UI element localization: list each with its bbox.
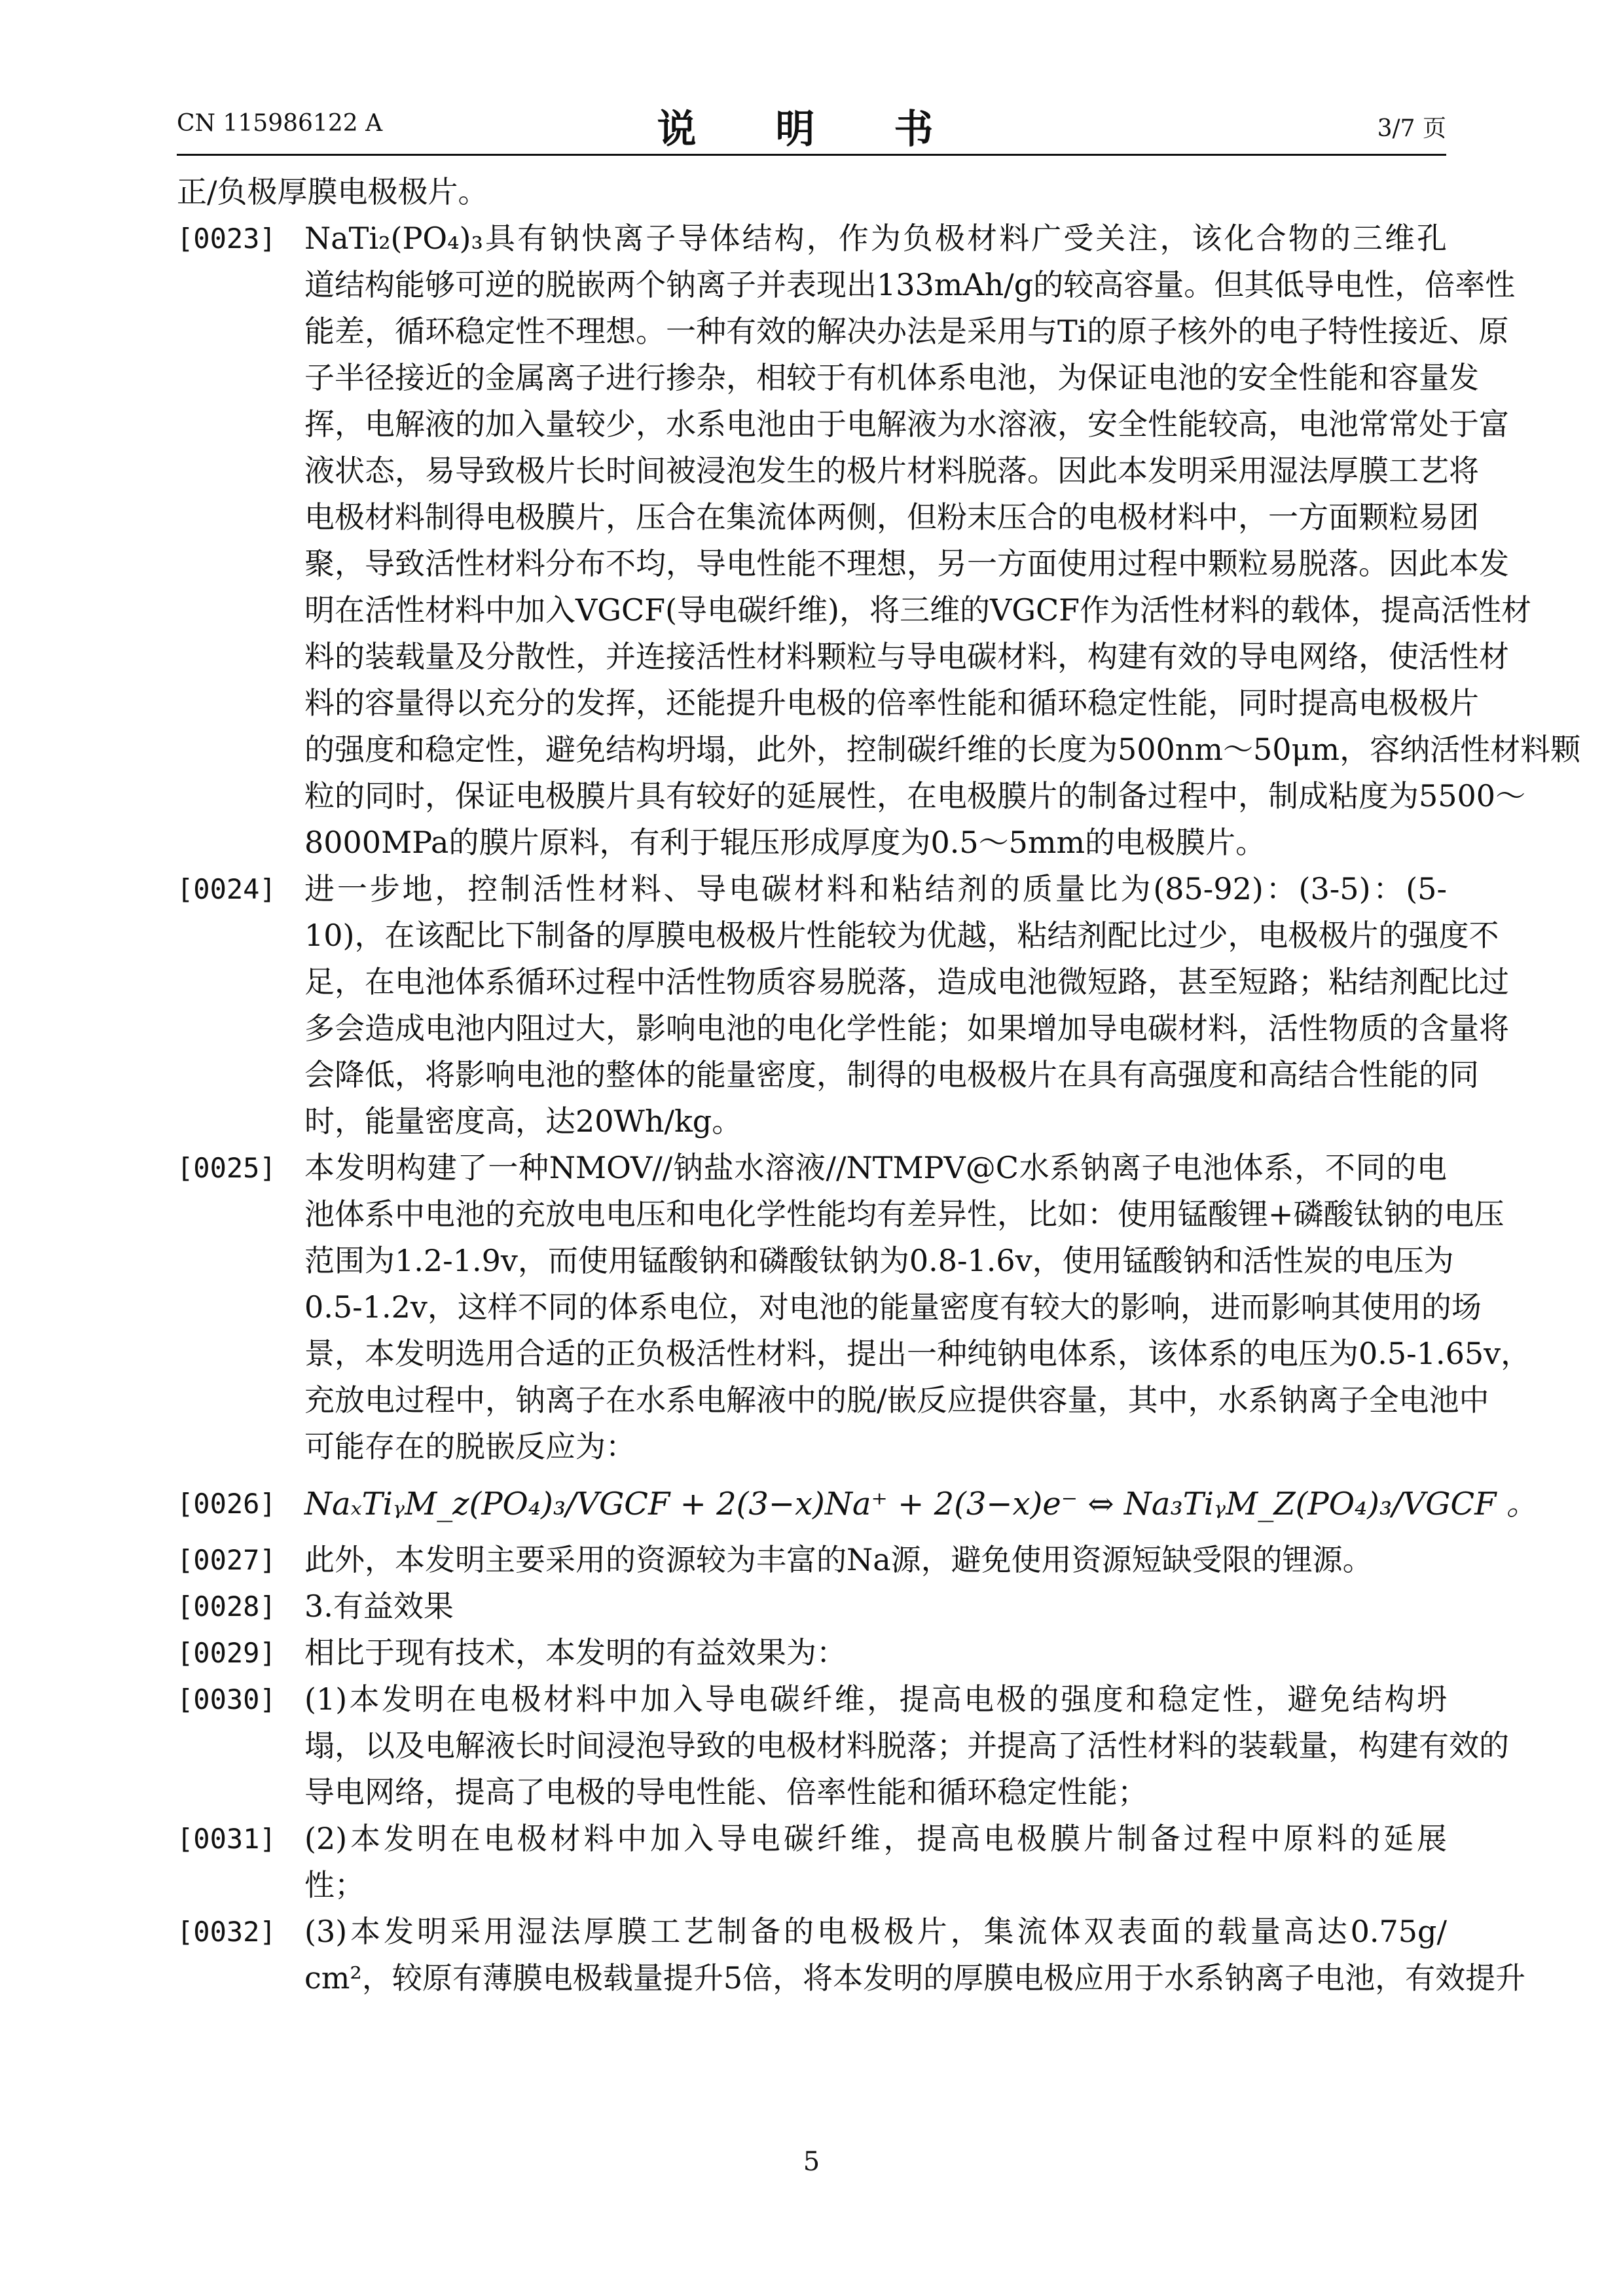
line-text: 景，本发明选用合适的正负极活性材料，提出一种纯钠电体系，该体系的电压为0.5-1.65v，	[304, 1336, 1531, 1371]
text-line	[177, 215, 1447, 262]
paragraph-number	[177, 448, 304, 494]
text-line	[177, 1769, 1447, 1816]
paragraph-number	[177, 541, 304, 587]
line-text: 液状态，易导致极片长时间被浸泡发生的极片材料脱落。因此本发明采用湿法厚膜工艺将	[304, 453, 1479, 488]
paragraph-number	[177, 1769, 304, 1816]
text-line	[177, 355, 1479, 401]
text-line	[177, 680, 1479, 726]
paragraph-number: [0028]	[177, 1590, 276, 1623]
text-line	[177, 401, 1509, 448]
line-text: 性；	[304, 1867, 365, 1903]
text-line	[177, 1630, 1447, 1676]
document-body	[177, 169, 1581, 2001]
document-title: 说 明 书	[657, 107, 966, 152]
line-text: 可能存在的脱嵌反应为：	[304, 1429, 636, 1464]
reaction-equation: NaₓTiᵧM_z(PO₄)₃/VGCF + 2(3−x)Na⁺ + 2(3−x)e⁻ ⇔ Na₃TiᵧM_Z(PO₄)₃/VGCF 。	[304, 1486, 1538, 1522]
paragraph-number	[177, 1377, 304, 1424]
line-text: 充放电过程中，钠离子在水系电解液中的脱/嵌反应提供容量，其中，水系钠离子全电池中	[304, 1382, 1489, 1418]
text-line	[177, 726, 1581, 773]
text-line	[177, 634, 1509, 680]
paragraph-number	[177, 1191, 304, 1238]
text-line	[177, 1583, 1447, 1630]
paragraph-number	[177, 1331, 304, 1377]
line-text: 电极材料制得电极膜片，压合在集流体两侧，但粉末压合的电极材料中，一方面颗粒易团	[304, 499, 1479, 535]
text-line	[177, 1909, 1447, 1955]
paragraph-number: [0032]	[177, 1916, 276, 1948]
line-text: 0.5-1.2v，这样不同的体系电位，对电池的能量密度有较大的影响，进而影响其使用的场	[304, 1289, 1482, 1325]
text-line	[177, 1191, 1504, 1238]
line-text: 足，在电池体系循环过程中活性物质容易脱落，造成电池微短路，甚至短路；粘结剂配比过	[304, 964, 1509, 999]
paragraph-number: [0030]	[177, 1683, 276, 1715]
page-number: 5	[803, 2147, 820, 2177]
paragraph-number	[177, 262, 304, 308]
publication-number: CN 115986122 A	[177, 110, 383, 137]
page-indicator: 3/7 页	[1377, 115, 1446, 142]
text-line	[177, 1098, 1447, 1145]
line-text: 本发明构建了一种NMOV//钠盐水溶液//NTMPV@C水系钠离子电池体系，不同的电	[304, 1150, 1447, 1185]
line-text: 8000MPa的膜片原料，有利于辊压形成厚度为0.5～5mm的电极膜片。	[304, 825, 1266, 860]
paragraph-number: [0031]	[177, 1823, 276, 1855]
paragraph-number	[177, 634, 304, 680]
line-text: (2)本发明在电极材料中加入导电碳纤维，提高电极膜片制备过程中原料的延展	[304, 1821, 1447, 1856]
line-text: 导电网络，提高了电极的导电性能、倍率性能和循环稳定性能；	[304, 1774, 1148, 1810]
paragraph-number: [0027]	[177, 1544, 276, 1576]
line-text: 能差，循环稳定性不理想。一种有效的解决办法是采用与Ti的原子核外的电子特性接近、原	[304, 314, 1509, 349]
line-text: 3.有益效果	[304, 1588, 454, 1624]
line-text: 进一步地，控制活性材料、导电碳材料和粘结剂的质量比为(85-92)：(3-5)：(5-	[304, 871, 1447, 906]
line-text: 聚，导致活性材料分布不均，导电性能不理想，另一方面使用过程中颗粒易脱落。因此本发	[304, 546, 1509, 581]
line-text: 会降低，将影响电池的整体的能量密度，制得的电极极片在具有高强度和高结合性能的同	[304, 1057, 1479, 1092]
line-text: 正/负极厚膜电极极片。	[177, 174, 488, 209]
paragraph-number	[177, 912, 304, 959]
text-line	[177, 1377, 1489, 1424]
paragraph-number	[177, 1005, 304, 1052]
paragraph-number	[177, 494, 304, 541]
paragraph-number	[177, 726, 304, 773]
text-line	[177, 1284, 1482, 1331]
line-text: 料的装载量及分散性，并连接活性材料颗粒与导电碳材料，构建有效的导电网络，使活性材	[304, 639, 1509, 674]
line-text: (1)本发明在电极材料中加入导电碳纤维，提高电极的强度和稳定性，避免结构坍	[304, 1681, 1447, 1717]
line-text: 的强度和稳定性，避免结构坍塌，此外，控制碳纤维的长度为500nm～50μm，容纳活性材料颗	[304, 732, 1581, 767]
text-line	[177, 308, 1509, 355]
text-line	[177, 262, 1516, 308]
line-text: NaTi₂(PO₄)₃具有钠快离子导体结构，作为负极材料广受关注，该化合物的三维孔	[304, 221, 1447, 256]
paragraph-number	[177, 1238, 304, 1284]
text-line	[177, 773, 1526, 819]
paragraph-number	[177, 355, 304, 401]
paragraph-number: [0026]	[177, 1488, 276, 1520]
line-text: 相比于现有技术，本发明的有益效果为：	[304, 1635, 847, 1670]
text-line	[177, 1955, 1526, 2001]
paragraph-number	[177, 308, 304, 355]
text-line	[177, 1862, 1447, 1909]
page-header	[177, 98, 1446, 157]
line-text: 明在活性材料中加入VGCF(导电碳纤维)，将三维的VGCF作为活性材料的载体，提高活性材	[304, 592, 1532, 628]
text-line	[177, 866, 1447, 912]
line-text: 塌，以及电解液长时间浸泡导致的电极材料脱落；并提高了活性材料的装载量，构建有效的	[304, 1728, 1509, 1763]
text-line	[177, 448, 1479, 494]
paragraph-number	[177, 1098, 304, 1145]
text-line	[177, 1723, 1509, 1769]
text-line	[177, 1676, 1447, 1723]
text-line	[177, 1052, 1479, 1098]
text-line	[177, 494, 1479, 541]
line-text: 多会造成电池内阻过大，影响电池的电化学性能；如果增加导电碳材料，活性物质的含量将	[304, 1011, 1509, 1046]
text-line	[177, 1145, 1447, 1191]
line-text: 此外，本发明主要采用的资源较为丰富的Na源，避免使用资源短缺受限的锂源。	[304, 1542, 1373, 1577]
paragraph-number	[177, 587, 304, 634]
paragraph-number: [0024]	[177, 873, 276, 905]
text-line	[177, 1537, 1447, 1583]
text-line	[177, 587, 1532, 634]
paragraph-number	[177, 1723, 304, 1769]
paragraph-number: [0025]	[177, 1152, 276, 1184]
text-line	[177, 1005, 1509, 1052]
header-rule	[177, 154, 1446, 156]
text-line	[177, 912, 1499, 959]
paragraph-number	[177, 1284, 304, 1331]
paragraph-number	[177, 959, 304, 1005]
text-line	[177, 1424, 1447, 1470]
line-text: 时，能量密度高，达20Wh/kg。	[304, 1103, 742, 1139]
paragraph-number: [0029]	[177, 1637, 276, 1669]
paragraph-number	[177, 773, 304, 819]
paragraph-number	[177, 1052, 304, 1098]
text-line	[177, 819, 1447, 866]
text-line	[177, 1238, 1454, 1284]
paragraph-block-1	[177, 169, 1581, 1470]
paragraph-number	[177, 1862, 304, 1909]
paragraph-block-2	[177, 1537, 1526, 2001]
line-text: (3)本发明采用湿法厚膜工艺制备的电极极片，集流体双表面的载量高达0.75g/	[304, 1914, 1447, 1949]
line-text: 粒的同时，保证电极膜片具有较好的延展性，在电极膜片的制备过程中，制成粘度为5500～	[304, 778, 1526, 814]
line-text: 料的容量得以充分的发挥，还能提升电极的倍率性能和循环稳定性能，同时提高电极极片	[304, 685, 1479, 721]
paragraph-number	[177, 401, 304, 448]
paragraph-number: [0023]	[177, 223, 276, 255]
text-line	[177, 1816, 1447, 1862]
text-line	[177, 169, 1447, 215]
paragraph-number	[177, 680, 304, 726]
text-line	[177, 541, 1509, 587]
line-text: 挥，电解液的加入量较少，水系电池由于电解液为水溶液，安全性能较高，电池常常处于富	[304, 406, 1509, 442]
line-text: 10)，在该配比下制备的厚膜电极极片性能较为优越，粘结剂配比过少，电极极片的强度不	[304, 918, 1499, 953]
line-text: 道结构能够可逆的脱嵌两个钠离子并表现出133mAh/g的较高容量。但其低导电性，倍率性	[304, 267, 1516, 302]
paragraph-number	[177, 1424, 304, 1470]
paragraph-number	[177, 819, 304, 866]
line-text: 范围为1.2-1.9v，而使用锰酸钠和磷酸钛钠为0.8-1.6v，使用锰酸钠和活性炭的电压为	[304, 1243, 1454, 1278]
line-text: 子半径接近的金属离子进行掺杂，相较于有机体系电池，为保证电池的安全性能和容量发	[304, 360, 1479, 395]
equation-row	[177, 1475, 1538, 1533]
paragraph-number	[177, 1955, 304, 2001]
text-line	[177, 959, 1509, 1005]
text-line	[177, 1331, 1531, 1377]
line-text: cm²，较原有薄膜电极载量提升5倍，将本发明的厚膜电极应用于水系钠离子电池，有效提升	[304, 1960, 1526, 1996]
line-text: 池体系中电池的充放电电压和电化学性能均有差异性，比如：使用锰酸锂+磷酸钛钠的电压	[304, 1196, 1504, 1232]
